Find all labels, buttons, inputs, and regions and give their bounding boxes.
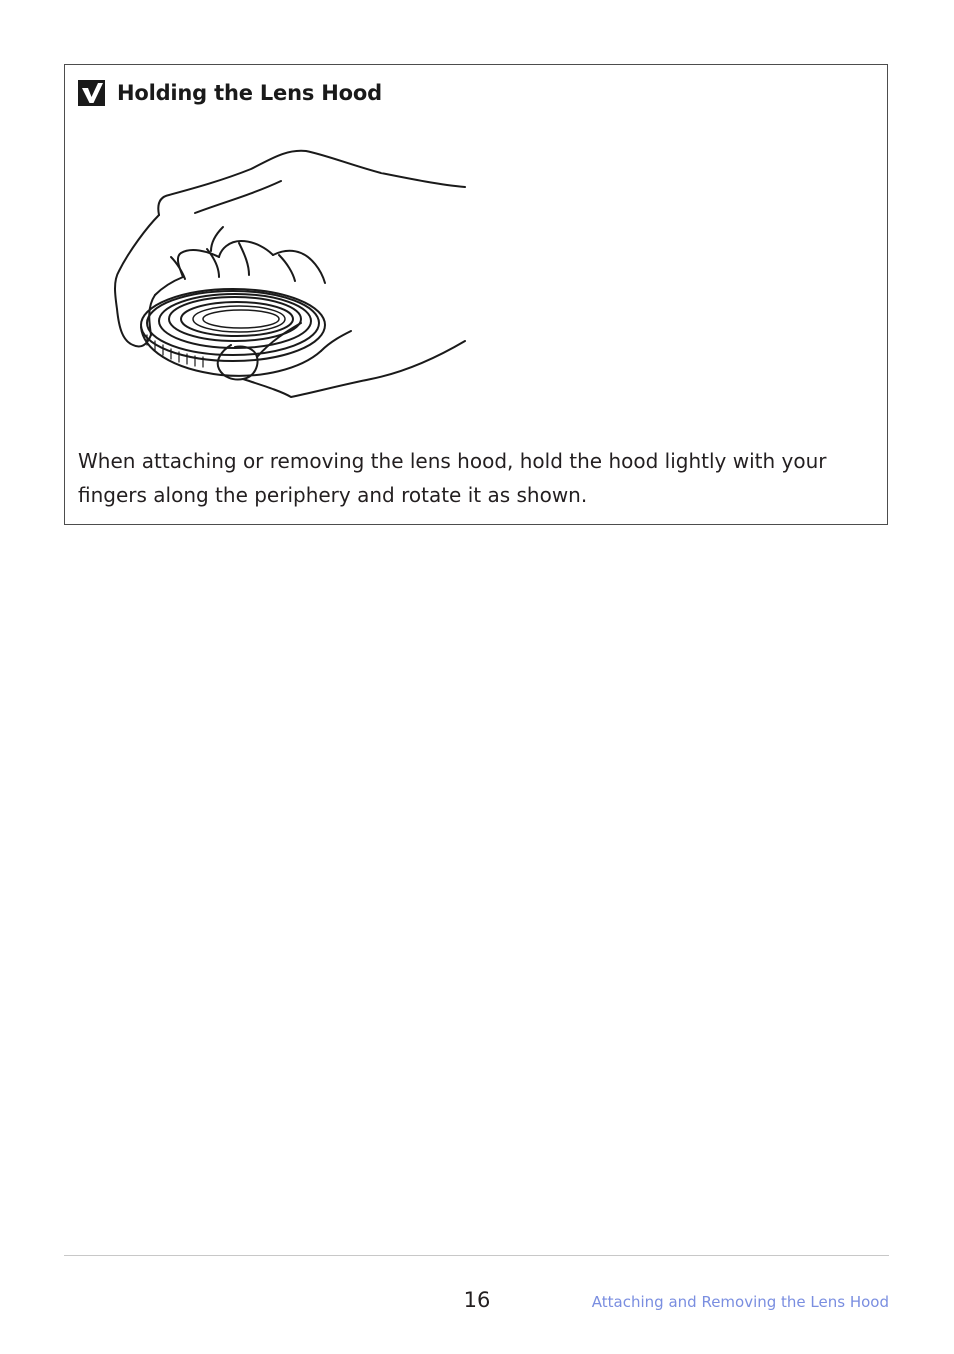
note-header <box>78 80 382 106</box>
footer-divider <box>64 1255 889 1256</box>
note-title: Holding the Lens Hood <box>117 81 382 105</box>
checkmark-icon <box>78 80 105 106</box>
note-body-text: When attaching or removing the lens hood, hold the hood lightly with your fingers along the periphery and rotate it as shown. <box>78 449 827 507</box>
section-link[interactable]: Attaching and Removing the Lens Hood <box>591 1293 889 1311</box>
page-number: 16 <box>463 1288 491 1312</box>
hand-holding-lens-hood-illustration <box>111 145 471 409</box>
note-box <box>64 64 888 525</box>
